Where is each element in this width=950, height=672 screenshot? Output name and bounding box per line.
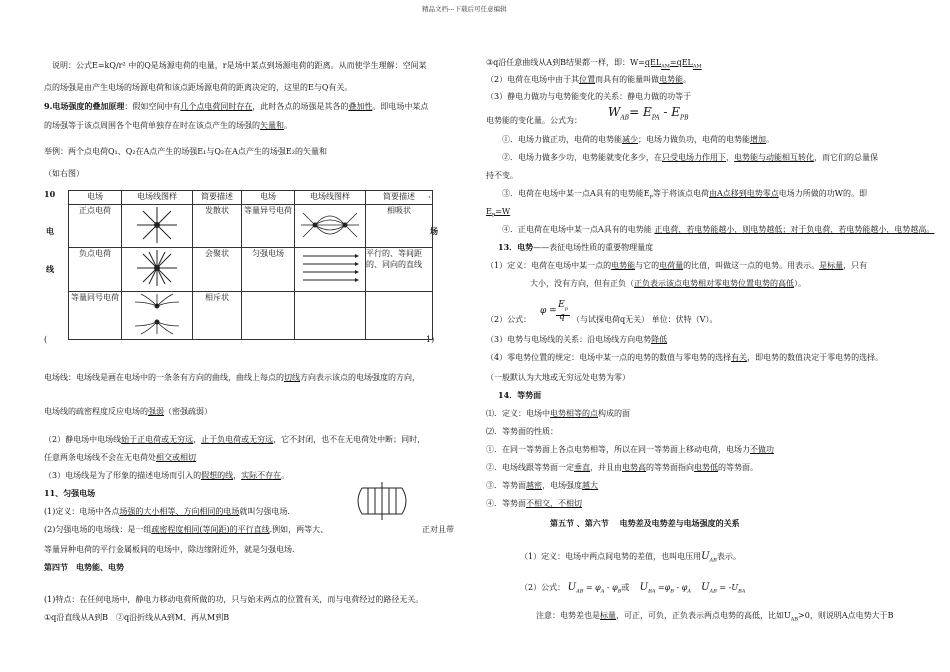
subscript: PA [651,114,660,122]
underline-term: 电势相等的点 [550,409,598,418]
subscript: BA [738,588,746,595]
equipotential-prop-4 [486,498,582,509]
underline-term: 正负表示该点电势相对零电势位置电势的高低 [634,279,794,288]
underline-term: 电势能 [659,75,684,84]
text: （密强疏弱） [164,407,212,416]
section-5-6-title: 第五节 、第六节 电势差及电势差与电场强度的关系 [550,518,740,528]
text: ，并且由 [590,463,622,472]
underline-term: 电势能 [611,261,636,270]
field-line-density [44,406,212,417]
note-formula-line2: 点的场强是由产生电场的场源电荷和该点距场源电荷的距离决定的，这里的E与Q有关。 [44,83,353,92]
subscript: B [670,588,674,595]
table-cell: 相斥状 [193,292,242,340]
underline-term: 位置 [579,75,596,84]
text: （3）电势与电场线的关系：沿电场线方向电势 [486,335,652,344]
underline-term: qEL [644,58,662,67]
text: 的等势面。 [718,463,758,472]
table-cell: 发散状 [193,205,242,248]
uniform-lines-end: 正对且带 [422,525,454,534]
section-9-line2 [44,120,292,131]
symbol: =W [495,207,511,216]
paren-right: 1) [426,335,435,344]
text: ③．电荷在电场中某一点A具有的电势能E [502,189,650,198]
equipotential-def [486,408,630,419]
underline-term: 强弱 [148,407,164,416]
subscript: P [491,212,496,219]
equipotential-prop-2 [486,462,758,473]
work-energy-formula [608,104,688,126]
subscript: AB [709,588,717,595]
underline-term: 相交或相切 [156,453,196,462]
underline-term: 只受电场力作用下 [662,153,726,162]
potential-energy-def [486,74,691,85]
figure-like-charges [122,292,193,340]
subscript: AB [620,114,630,122]
text: ①．电场力做正功，电荷的电势能 [502,135,622,144]
underline-term: 切线 [284,373,300,382]
side-char-chang: 场 [430,226,438,236]
rule-3-formula [486,206,510,222]
text: ⑴．定义：电场中 [486,409,550,418]
figure-positive-charge [122,205,193,248]
equipotential-props: ⑵．等势面的性质： [486,427,558,436]
section-10-number: 10 [44,189,56,199]
table-cell: 等量同号电荷 [69,292,122,340]
text: ， [233,471,242,480]
text: （1）定义：电场中两点间电势的差值，也叫电压用 [520,552,702,561]
table-header: 电场线图样 [122,191,193,205]
example-see-figure: （如右图） [44,169,84,178]
text: （2）电荷在电场中由于其 [486,75,580,84]
table-cell: 负点电荷 [69,248,122,292]
subscript: B [617,588,622,595]
subscript: PB [680,114,689,122]
text: 电场线的疏密程度反应电场的 [44,407,148,416]
uniform-plates: 等量异种电荷的平行金属板间的电场中，除边缘附近外，就是匀强电场. [44,545,295,554]
uniform-def [44,506,290,517]
side-char-xian: 线 [46,264,54,274]
text: 大小，没有方向，但有正负（ [530,279,634,288]
bold-heading: 13．电势 [498,242,534,252]
text: 的场强等于该点周围各个电荷单独存在时在该点产生的场强的 [44,121,260,130]
section-9-title: 9.电场强度的叠加原理 [44,101,125,111]
text: 。即电场中某点 [372,102,429,111]
section-9-line [44,101,428,112]
section-14-title: 14．等势面 [498,390,542,400]
underline-term: 是标量 [819,261,844,270]
rule-4 [502,224,934,235]
text: ，此时各点的场强是其各的 [252,102,349,111]
potential-def-cont [530,278,806,289]
side-char-dian: 电 [46,226,54,236]
section-11-title: 11、匀强电场 [44,488,96,498]
symbol: = E [629,105,652,119]
side-char-dot: 、 [428,190,436,199]
section-4-title: 第四节 电势能、电势 [44,562,124,572]
text: 任意两条电场线不会在无电荷处 [44,453,156,462]
underline-term: =qEL [669,58,693,67]
field-line-prop2b [44,452,196,463]
text: (2)匀强电场的电场线：是一组 [44,525,152,534]
text: >0，则说明A点电势大于B [798,611,894,620]
underline-term: 始于正电荷或无穷远 [121,435,194,444]
text: （4）零电势位置的规定：电场中某一点的电势的数值与零电势的选择 [486,353,732,362]
underline-term: 电荷量 [659,261,684,270]
symbol: E [486,207,492,216]
text: ，可正，可负，正负表示两点电势的高低，比如U [616,611,791,620]
symbol: U [639,582,649,593]
underline-term: 实际不存在 [241,471,282,480]
text: ，电场强度 [542,481,582,490]
underline-term: 标量 [600,611,616,620]
voltage-note [536,610,894,626]
text: ①．在同一等势面上各点电势相等，所以在同一等势面上移动电荷，电场力 [486,445,750,454]
symbol: φ = [540,306,557,316]
text: 方向表示该点的电场强度的方向， [300,373,420,382]
table-cell: 平行的、等间距的、同向的直线 [366,248,433,292]
subscript: AM [692,63,702,70]
figure-uniform-field [295,248,366,292]
table-cell: 会聚状 [193,248,242,292]
figure-opposite-charges [295,205,366,248]
table-cell [242,292,295,340]
text: 等于将该点电荷 [653,189,709,198]
equipotential-prop-1 [486,444,774,455]
zero-potential-rule [486,352,883,363]
energy-change-label: 电势能的变化量。公式为： [486,116,582,125]
field-line-def [44,372,420,383]
text: 。 [766,135,774,144]
table-header: 简要描述 [193,191,242,205]
underline-term: 矢量和 [260,121,284,130]
underline-term: 止于负电荷或无穷远 [201,435,274,444]
symbol: U [567,582,577,593]
text: 与它的 [635,261,660,270]
text: ④．等势面 [486,499,526,508]
text: （2）公式： [520,583,566,592]
potential-def [486,260,867,271]
underline-term: 电势能与动能相互转化 [734,153,814,162]
rule-2 [502,152,878,163]
work-energy-relation: （3）静电力做功与电势能变化的关系：静电力做的功等于 [486,92,692,101]
underline-term: 有关 [731,353,748,362]
underline-term: 垂直 [574,463,590,472]
text: 电场力所做的功W的。即 [778,189,868,198]
symbol: = φ [583,583,601,592]
uniform-lines [44,524,328,535]
text: ， [193,435,202,444]
subscript: AB [709,557,717,564]
underline-term: 由A点移到电势零点 [709,189,779,198]
subscript: p [564,305,568,312]
symbol: U [701,551,710,562]
text: （1）定义：电荷在电场中某一点的 [486,261,612,270]
underline-term: 几个点电荷同时存在 [180,102,253,111]
text: ②．电场线跟等势面一定 [486,463,574,472]
underline-term: 叠加性 [348,102,373,111]
text: ③q沿任意曲线从A到B结果都一样，即：W= [486,58,645,67]
text: 。 [683,75,692,84]
underline-term: 场强的大小相等、方向相同的电场 [119,507,240,516]
field-line-prop2 [44,434,425,445]
text: ③．等势面 [486,481,526,490]
table-cell: 相吸状 [366,205,433,248]
note-formula-line: 说明：公式E=kQ/r² 中的Q是场源电荷的电量，r是场中某点到场源电荷的距离。从而使学生理解：空间某 [52,61,427,70]
underline-term: 降低 [651,335,668,344]
figure-parallel-plates [352,480,412,526]
underline-term: 电势低 [694,463,718,472]
text: （3）电场线是为了形象的描述电场而引入的 [44,471,202,480]
text: (1)定义：电场中各点 [44,507,120,516]
symbol: - E [663,105,681,119]
paren-left: ( [44,335,48,344]
underline-term: 越大 [582,481,598,490]
subscript: BA [648,588,656,595]
voltage-def [520,551,741,567]
text: ，即电势的数值决定于零电势的选择。 [747,353,884,362]
symbol: - φ [673,583,688,592]
subscript: A [687,588,691,595]
subscript: AM [661,63,670,70]
subscript: AB [790,616,799,623]
underline-term: 不相交，不相切 [526,499,582,508]
underline-term: 增加 [750,135,766,144]
field-lines-table [68,190,433,340]
field-line-prop3 [44,470,289,481]
zero-potential-default: （一般默认为大地或无穷远处电势为零） [486,373,630,382]
table-header: 电场 [242,191,295,205]
underline-term: 减少 [622,135,638,144]
text: 而具有的能量叫做 [595,75,660,84]
table-header: 电场 [69,191,122,205]
underline-term: 假想的线 [201,471,234,480]
symbol: W [608,105,621,119]
rule-1 [502,134,774,145]
work-property: (1)特点：在任何电场中，静电力移动电荷所做的功，只与始末两点的位置有关，而与电荷经过的路径无关。 [44,595,424,604]
symbol: q [559,312,565,322]
symbol: U [701,582,710,593]
text: ，只有 [843,261,868,270]
underline-term: 不做功 [750,445,774,454]
symbol: = -U [716,583,739,592]
section-13-title [498,242,653,253]
table-cell: 等量异号电荷 [242,205,295,248]
potential-field-relation [486,334,667,345]
text: ，它不封闭，也不在无电荷处中断；同时， [273,435,426,444]
rule-2-cont: 持不变。 [486,171,518,180]
text: 电场线：电场线是画在电场中的一条条有方向的曲线，曲线上每点的 [44,373,284,382]
potential-formula-label: （2）公式： [486,315,532,324]
table-cell: 匀强电场 [242,248,295,292]
text: 的等势面指向 [646,463,694,472]
figure-negative-charge [122,248,193,292]
work-paths: ①q沿直线从A到B ②q沿折线从A到M、再从M到B [44,613,230,622]
work-formula-line [486,57,702,73]
text: （2）静电场中电场线 [44,435,122,444]
text: ， [726,153,734,162]
table-cell [366,292,433,340]
text: ④．正电荷在电场中某一点A具有的电势能 [502,225,655,234]
subscript: P [649,194,653,201]
text: 或 [621,583,630,592]
underline-term: 正电荷，若电势能越小，则电势越低；对于负电荷，若电势能越小，电势越高。 [654,225,935,234]
symbol: =φ [655,583,671,592]
table-cell: 正点电荷 [69,205,122,248]
underline-term: 疏密程度相同(等间距)的平行直线 [151,525,270,534]
text: ）。 [794,279,806,288]
text: 的比值，叫做这一点的电势。用表示。 [683,261,820,270]
text: 构成的面 [598,409,630,418]
example-line: 举例：两个点电荷Q₁、Q₂在A点产生的场强E₁与Q₂在A点产生的场强E₂的矢量和 [44,147,327,156]
text: 表示。 [716,552,741,561]
text: 就叫匀强电场. [239,507,290,516]
text: 。 [284,121,292,130]
underline-term: 电势高 [622,463,646,472]
text: 。 [281,471,290,480]
text: ；电场力做负功，电荷的电势能 [638,135,750,144]
table-header: 简要描述 [366,191,433,205]
table-header: 电场线图样 [295,191,366,205]
potential-formula-note: （与试探电荷q无关） 单位：伏特（V）。 [572,315,718,324]
equipotential-prop-3 [486,480,598,491]
underline-term: 越密 [526,481,542,490]
text: 注意：电势差也是 [536,611,600,620]
subscript: A [600,588,605,595]
text: .例如，两等大、 [269,525,329,534]
voltage-formula [520,582,745,598]
text: ——表征电场性质的重要物理量度 [533,243,654,252]
text: ：假如空间中有 [124,102,181,111]
subscript: AB [576,588,584,595]
symbol: - φ [604,583,618,592]
page-header: 精品文档---下载后可任意编辑 [422,5,507,13]
text: ②．电场力做多少功，电势能就变化多少，在 [502,153,662,162]
table-cell [295,292,366,340]
rule-3 [502,188,867,204]
text: ，而它们的总量保 [814,153,878,162]
symbol: E [558,300,565,310]
